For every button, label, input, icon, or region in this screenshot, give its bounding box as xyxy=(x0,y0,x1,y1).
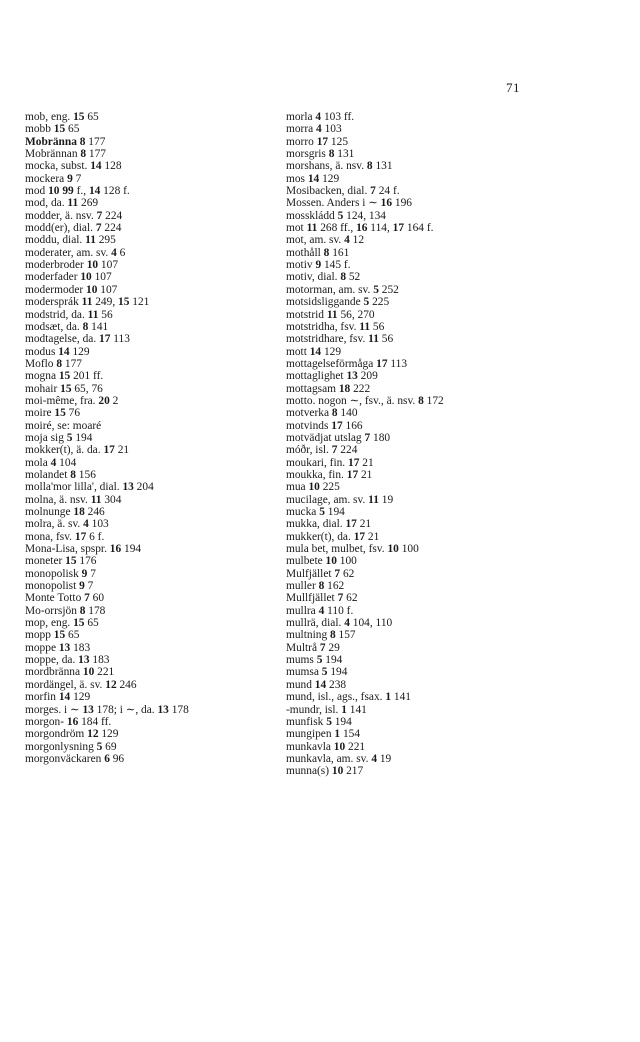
index-entry: moderbroder 10 107 xyxy=(25,259,119,272)
index-entry: mott 14 129 xyxy=(286,345,342,358)
index-entry: mulbete 10 100 xyxy=(286,555,357,568)
index-entry: Mobränna 8 177 xyxy=(25,135,106,148)
index-entry: mungipen 1 154 xyxy=(286,728,361,741)
index-entry: mockera 9 7 xyxy=(25,172,82,185)
index-entry: mot, am. sv. 4 12 xyxy=(286,234,365,247)
index-entry: moderfader 10 107 xyxy=(25,271,112,284)
index-entry: moukka, fin. 17 21 xyxy=(286,468,373,481)
index-entry: moja sig 5 194 xyxy=(25,431,93,444)
index-entry: modermoder 10 107 xyxy=(25,283,118,296)
index-entry: molnunge 18 246 xyxy=(25,506,105,518)
index-entry: Mossen. Anders i ∼ 16 196 xyxy=(286,197,412,210)
index-entry: Mo-orrsjön 8 178 xyxy=(25,604,106,617)
index-entry: motstrid 11 56, 270 xyxy=(286,308,375,321)
index-entry: morla 4 103 ff. xyxy=(286,111,355,123)
index-entry: mocka, subst. 14 128 xyxy=(25,160,122,173)
index-entry: mukka, dial. 17 21 xyxy=(286,518,372,531)
index-entry: mucka 5 194 xyxy=(286,506,345,518)
index-entry: mordängel, ä. sv. 12 246 xyxy=(25,678,137,691)
index-entry: motvinds 17 166 xyxy=(286,419,363,432)
index-entry: Multrå 7 29 xyxy=(286,641,340,654)
index-entry: motstridha, fsv. 11 56 xyxy=(286,320,385,333)
index-entry: Mulfjället 7 62 xyxy=(286,567,355,580)
index-entry: moppe 13 183 xyxy=(25,641,91,654)
index-entry: modersprák 11 249, 15 121 xyxy=(25,296,150,309)
index-entry: mukker(t), da. 17 21 xyxy=(286,530,380,543)
index-entry: mokker(t), ä. da. 17 21 xyxy=(25,444,130,457)
index-entry: morfin 14 129 xyxy=(25,691,91,704)
index-entry: mund 14 238 xyxy=(286,678,347,691)
index-entry: motorman, am. sv. 5 252 xyxy=(286,283,399,296)
index-entry: motvädjat utslag 7 180 xyxy=(286,431,391,444)
index-entry: multning 8 157 xyxy=(286,629,356,642)
index-column-left xyxy=(25,111,275,765)
index-entry: mund, isl., ags., fsax. 1 141 xyxy=(286,691,411,704)
index-entry: monopolist 9 7 xyxy=(25,580,94,593)
index-entry: modd(er), dial. 7 224 xyxy=(25,222,122,235)
index-entry: mua 10 225 xyxy=(286,481,340,494)
index-entry: morshans, ä. nsv. 8 131 xyxy=(286,160,393,173)
index-entry: moderater, am. sv. 4 6 xyxy=(25,246,126,259)
index-entry: mogna 15 201 ff. xyxy=(25,370,104,383)
index-entry: morgonlysning 5 69 xyxy=(25,740,117,753)
index-entry: Mosibacken, dial. 7 24 f. xyxy=(286,185,400,198)
index-entry: munkavla 10 221 xyxy=(286,740,366,753)
index-entry: moukari, fin. 17 21 xyxy=(286,456,374,469)
index-entry: muller 8 162 xyxy=(286,580,345,593)
index-entry: moire 15 76 xyxy=(25,407,81,420)
index-entry: morgon- 16 184 ff. xyxy=(25,715,112,728)
index-entry: munfisk 5 194 xyxy=(286,715,352,728)
index-entry: motiv, dial. 8 52 xyxy=(286,271,361,284)
index-entry: moiré, se: moaré xyxy=(25,419,102,432)
index-entry: mullra 4 110 f. xyxy=(286,604,354,617)
index-entry: mums 5 194 xyxy=(286,654,343,667)
index-entry: moi-même, fra. 20 2 xyxy=(25,394,119,407)
index-entry: Monte Totto 7 60 xyxy=(25,592,105,605)
index-entry: mullrä, dial. 4 104, 110 xyxy=(286,617,393,630)
index-entry: mucilage, am. sv. 11 19 xyxy=(286,493,394,506)
index-entry: mos 14 129 xyxy=(286,172,340,185)
index-entry: molla'mor lilla', dial. 13 204 xyxy=(25,481,154,494)
index-entry: morsgris 8 131 xyxy=(286,148,355,161)
index-entry: mothåll 8 161 xyxy=(286,246,350,259)
index-entry: morges. i ∼ 13 178; i ∼, da. 13 178 xyxy=(25,703,189,716)
index-entry: mosskládd 5 124, 134 xyxy=(286,209,386,222)
index-entry: modtagelse, da. 17 113 xyxy=(25,333,130,346)
index-entry: mottagsam 18 222 xyxy=(286,382,371,395)
index-entry: modsæt, da. 8 141 xyxy=(25,320,109,333)
index-entry: moneter 15 176 xyxy=(25,555,97,568)
index-entry: mona, fsv. 17 6 f. xyxy=(25,530,105,543)
index-entry: morgondröm 12 129 xyxy=(25,728,119,741)
index-entry: motstridhare, fsv. 11 56 xyxy=(286,333,394,346)
index-entry: munna(s) 10 217 xyxy=(286,765,364,778)
index-entry: mordbränna 10 221 xyxy=(25,666,115,679)
index-entry: mod 10 99 f., 14 128 f. xyxy=(25,185,130,198)
index-entry: molra, ä. sv. 4 103 xyxy=(25,518,109,531)
index-entry: monopolisk 9 7 xyxy=(25,567,96,580)
index-entry: mob, eng. 15 65 xyxy=(25,111,99,123)
index-entry: molna, ä. nsv. 11 304 xyxy=(25,493,122,506)
index-entry: mola 4 104 xyxy=(25,456,77,469)
index-entry: Mullfjället 7 62 xyxy=(286,592,358,605)
index-entry: mot 11 268 ff., 16 114, 17 164 f. xyxy=(286,222,434,235)
index-entry: morgonväckaren 6 96 xyxy=(25,752,125,765)
index-entry: motsidsliggande 5 225 xyxy=(286,296,390,309)
page-number: 71 xyxy=(506,80,520,95)
index-entry: mop, eng. 15 65 xyxy=(25,617,99,630)
index-entry: Mobrännan 8 177 xyxy=(25,148,106,161)
index-entry: modstrid, da. 11 56 xyxy=(25,308,113,321)
index-entry: mumsa 5 194 xyxy=(286,666,348,679)
index-entry: mottagelseförmåga 17 113 xyxy=(286,357,408,370)
index-entry: -mundr, isl. 1 141 xyxy=(286,703,367,716)
index-entry: móðr, isl. 7 224 xyxy=(286,444,358,457)
index-entry: motto. nogon ∼, fsv., ä. nsv. 8 172 xyxy=(286,394,444,407)
index-entry: motverka 8 140 xyxy=(286,407,358,420)
index-entry: Mona-Lisa, spspr. 16 194 xyxy=(25,543,142,556)
index-entry: mopp 15 65 xyxy=(25,629,80,642)
index-entry: morra 4 103 xyxy=(286,123,342,136)
index-entry: mula bet, mulbet, fsv. 10 100 xyxy=(286,543,419,556)
index-entry: moppe, da. 13 183 xyxy=(25,654,110,667)
index-entry: molandet 8 156 xyxy=(25,468,96,481)
index-entry: motiv 9 145 f. xyxy=(286,259,351,272)
index-entry: mod, da. 11 269 xyxy=(25,197,99,210)
index-entry: Moflo 8 177 xyxy=(25,357,82,370)
index-entry: modder, ä. nsv. 7 224 xyxy=(25,209,123,222)
index-entry: mohair 15 65, 76 xyxy=(25,382,103,395)
index-entry: modus 14 129 xyxy=(25,345,90,358)
index-entry: mobb 15 65 xyxy=(25,123,80,136)
index-entry: munkavla, am. sv. 4 19 xyxy=(286,752,392,765)
index-entry: morro 17 125 xyxy=(286,135,349,148)
index-column-right xyxy=(286,111,626,778)
index-entry: moddu, dial. 11 295 xyxy=(25,234,116,247)
index-entry: mottaglighet 13 209 xyxy=(286,370,378,383)
